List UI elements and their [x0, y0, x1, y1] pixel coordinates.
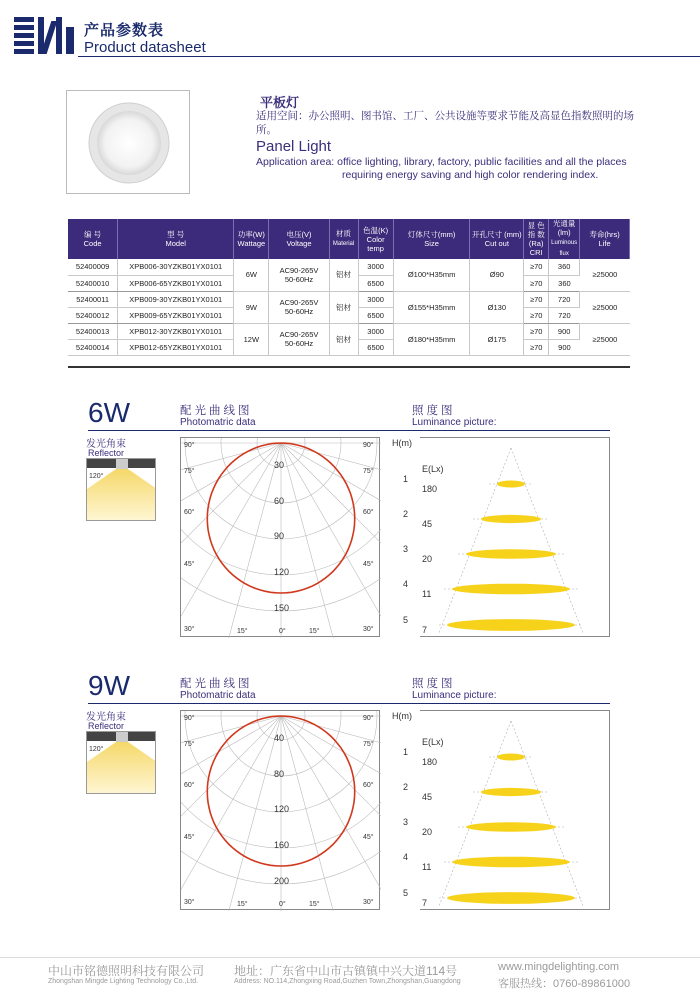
photometric-title-cn: 配光曲线图	[180, 405, 253, 417]
cell-cri: ≥70	[524, 275, 549, 291]
lux-label: 180	[422, 757, 438, 767]
axis-label: H(m)	[392, 438, 412, 448]
footer-company-en: Zhongshan Mingde Lighting Technology Co.,Ltd.	[48, 978, 199, 985]
photometric-title-cn: 配光曲线图	[180, 678, 253, 690]
cell-material: 铝材	[329, 323, 358, 355]
cell-model: XPB012-30YZKB01YX0101	[118, 323, 234, 339]
cone-edge	[439, 448, 511, 633]
polar-svg	[181, 438, 381, 638]
illuminance-spot	[447, 619, 575, 631]
illuminance-spot	[481, 788, 541, 796]
photometric-title-en: Photomatric data	[180, 417, 256, 428]
cell-code: 52400011	[68, 291, 118, 307]
product-name-en: Panel Light	[256, 138, 332, 155]
lux-label: 20	[422, 827, 433, 837]
cell-code: 52400012	[68, 307, 118, 323]
luminance-svg	[392, 711, 610, 911]
lux-label: 20	[422, 554, 433, 564]
cell-model: XPB009-65YZKB01YX0101	[118, 307, 234, 323]
polar-angle-right: 75°	[363, 741, 374, 748]
brand-logo	[14, 17, 76, 55]
cell-temp: 3000	[358, 291, 393, 307]
cell-voltage: AC90-265V 50-60Hz	[269, 323, 329, 355]
axis-label: H(m)	[392, 711, 412, 721]
luminance-chart-9w	[392, 710, 610, 910]
beam-angle-diagram	[86, 731, 156, 794]
illuminance-spot	[466, 822, 556, 831]
polar-angle-left: 60°	[184, 782, 195, 789]
polar-angle-bottom: 0°	[279, 901, 286, 908]
cell-cri: ≥70	[524, 259, 549, 275]
cell-cutout: Ø90	[470, 259, 524, 291]
th-voltage: 电压(V) Voltage	[269, 219, 329, 259]
height-label: 5	[403, 888, 409, 898]
beam-angle-label-cn: 发光角束	[86, 439, 126, 450]
section-wattage: 9W	[88, 670, 130, 701]
cell-code: 52400010	[68, 275, 118, 291]
illuminance-spot	[497, 481, 525, 488]
table-header-row	[68, 219, 630, 259]
luminance-title-en: Luminance picture:	[412, 417, 497, 428]
polar-angle-left: 75°	[184, 741, 195, 748]
th-color-temp: 色温(K) Color temp	[358, 219, 393, 259]
application-en-line1: Application area: office lighting, library, factory, public facilities and all the places	[256, 156, 627, 168]
footer-hotline: 客服热线：0760-89861000	[498, 978, 631, 990]
th-cutout: 开孔尺寸 (mm) Cut out	[470, 219, 524, 259]
cell-size: Ø155*H35mm	[393, 291, 470, 323]
table-bottom-rule	[68, 366, 630, 368]
luminance-chart-6w	[392, 437, 610, 637]
polar-angle-left: 90°	[184, 442, 195, 449]
cell-flux: 360	[549, 259, 580, 275]
footer-divider	[0, 957, 700, 958]
polar-value-label: 160	[274, 840, 290, 850]
cell-flux: 900	[549, 323, 580, 339]
th-life: 寿命(hrs) Life	[580, 219, 630, 259]
polar-angle-right: 45°	[363, 561, 374, 568]
footer-address-cn: 地址：广东省中山市古镇镇中兴大道114号	[234, 964, 458, 978]
illuminance-spot	[497, 754, 525, 761]
polar-angle-bottom: 15°	[309, 628, 320, 635]
page-title-cn: 产品参数表	[84, 22, 165, 39]
polar-chart-6w	[180, 437, 380, 637]
lux-label: 45	[422, 519, 433, 529]
cell-life: ≥25000	[580, 323, 630, 355]
th-code: 编 号 Code	[68, 219, 118, 259]
cell-material: 铝材	[329, 259, 358, 291]
illuminance-spot	[466, 549, 556, 558]
illuminance-spot	[452, 584, 570, 595]
th-wattage: 功率(W) Wattage	[234, 219, 269, 259]
cell-voltage: AC90-265V 50-60Hz	[269, 259, 329, 291]
cell-flux: 720	[549, 291, 580, 307]
polar-value-label: 40	[274, 733, 285, 743]
polar-value-label: 90	[274, 531, 285, 541]
beam-angle-value: 120°	[89, 746, 104, 753]
unit-label: E(Lx)	[422, 737, 444, 747]
polar-value-label: 30	[274, 460, 285, 470]
polar-spoke	[181, 716, 281, 911]
cone-edge	[511, 448, 583, 633]
cell-cri: ≥70	[524, 323, 549, 339]
product-photo	[66, 90, 190, 194]
footer-address-en: Address: NO.114,Zhongxing Road,Guzhen Town,Zhongshan,Guangdong	[234, 978, 461, 985]
polar-angle-right: 60°	[363, 782, 374, 789]
table-row	[68, 259, 630, 275]
cell-cri: ≥70	[524, 339, 549, 355]
cell-life: ≥25000	[580, 291, 630, 323]
polar-angle-left: 30°	[184, 899, 195, 906]
height-label: 4	[403, 579, 409, 589]
polar-value-label: 120	[274, 567, 290, 577]
cell-wattage: 6W	[234, 259, 269, 291]
polar-chart-9w	[180, 710, 380, 910]
polar-spoke	[181, 443, 281, 638]
illuminance-spot	[447, 892, 575, 904]
cell-flux: 900	[549, 339, 580, 355]
cell-material: 铝材	[329, 291, 358, 323]
cell-cutout: Ø130	[470, 291, 524, 323]
th-flux: 光通量 (lm) Luminous flux	[549, 219, 580, 259]
unit-label: E(Lx)	[422, 464, 444, 474]
polar-angle-left: 75°	[184, 468, 195, 475]
polar-angle-right: 90°	[363, 442, 374, 449]
polar-angle-right: 30°	[363, 899, 374, 906]
application-en-line2: requiring energy saving and high color rendering index.	[342, 169, 599, 181]
cell-temp: 3000	[358, 259, 393, 275]
polar-value-label: 120	[274, 804, 290, 814]
luminance-title-en: Luminance picture:	[412, 690, 497, 701]
polar-angle-right: 30°	[363, 626, 374, 633]
polar-svg	[181, 711, 381, 911]
cell-temp: 6500	[358, 275, 393, 291]
polar-angle-right: 60°	[363, 509, 374, 516]
th-model: 型 号 Model	[118, 219, 234, 259]
cell-flux: 360	[549, 275, 580, 291]
height-label: 3	[403, 817, 409, 827]
cell-code: 52400014	[68, 339, 118, 355]
luminance-svg	[392, 438, 610, 638]
footer-website[interactable]: www.mingdelighting.com	[498, 961, 620, 973]
table-row	[68, 323, 630, 339]
polar-value-label: 60	[274, 496, 285, 506]
cell-code: 52400009	[68, 259, 118, 275]
height-label: 2	[403, 782, 409, 792]
polar-angle-right: 90°	[363, 715, 374, 722]
application-cn: 适用空间：办公照明、图书馆、工厂、公共设施等要求节能及高显色指数照明的场所。	[256, 110, 634, 136]
cell-code: 52400013	[68, 323, 118, 339]
photometric-title-en: Photomatric data	[180, 690, 256, 701]
cell-cutout: Ø175	[470, 323, 524, 355]
cell-flux: 720	[549, 307, 580, 323]
cell-wattage: 9W	[234, 291, 269, 323]
lux-label: 11	[422, 589, 432, 599]
polar-angle-left: 45°	[184, 834, 195, 841]
cone-edge	[439, 721, 511, 906]
th-size: 灯体尺寸(mm) Size	[393, 219, 470, 259]
lux-label: 45	[422, 792, 433, 802]
polar-angle-left: 60°	[184, 509, 195, 516]
polar-value-label: 80	[274, 769, 285, 779]
cell-cri: ≥70	[524, 307, 549, 323]
beam-angle-value: 120°	[89, 473, 104, 480]
beam-angle-label-en: Reflector	[88, 448, 125, 458]
height-label: 5	[403, 615, 409, 625]
product-name-cn: 平板灯	[260, 95, 300, 110]
cell-temp: 6500	[358, 307, 393, 323]
polar-angle-right: 45°	[363, 834, 374, 841]
height-label: 2	[403, 509, 409, 519]
cell-model: XPB009-30YZKB01YX0101	[118, 291, 234, 307]
polar-angle-bottom: 15°	[309, 901, 320, 908]
polar-angle-bottom: 15°	[237, 901, 248, 908]
spec-table	[68, 219, 630, 356]
polar-angle-right: 75°	[363, 468, 374, 475]
polar-angle-bottom: 15°	[237, 628, 248, 635]
header-divider	[78, 56, 700, 57]
illuminance-spot	[452, 857, 570, 868]
lux-label: 11	[422, 862, 432, 872]
height-label: 1	[403, 474, 409, 484]
cell-voltage: AC90-265V 50-60Hz	[269, 291, 329, 323]
height-label: 3	[403, 544, 409, 554]
polar-angle-bottom: 0°	[279, 628, 286, 635]
polar-value-label: 200	[274, 876, 290, 886]
section-divider	[88, 703, 610, 704]
th-cri: 显 色 指 数 (Ra) CRI	[524, 219, 549, 259]
cell-model: XPB012-65YZKB01YX0101	[118, 339, 234, 355]
cell-size: Ø100*H35mm	[393, 259, 470, 291]
cell-model: XPB006-30YZKB01YX0101	[118, 259, 234, 275]
luminance-title-cn: 照度图	[412, 678, 456, 690]
polar-angle-left: 30°	[184, 626, 195, 633]
cell-size: Ø180*H35mm	[393, 323, 470, 355]
lux-label: 7	[422, 625, 428, 635]
cone-edge	[511, 721, 583, 906]
th-material: 材质 Material	[329, 219, 358, 259]
cell-life: ≥25000	[580, 259, 630, 291]
beam-angle-label-en: Reflector	[88, 721, 125, 731]
height-label: 1	[403, 747, 409, 757]
section-wattage: 6W	[88, 397, 130, 428]
table-row	[68, 291, 630, 307]
cell-temp: 6500	[358, 339, 393, 355]
lux-label: 7	[422, 898, 428, 908]
polar-value-label: 150	[274, 603, 290, 613]
cell-wattage: 12W	[234, 323, 269, 355]
beam-angle-diagram	[86, 458, 156, 521]
polar-angle-left: 45°	[184, 561, 195, 568]
polar-spoke	[181, 443, 281, 627]
lux-label: 180	[422, 484, 438, 494]
illuminance-spot	[481, 515, 541, 523]
luminance-title-cn: 照度图	[412, 405, 456, 417]
cell-temp: 3000	[358, 323, 393, 339]
cell-model: XPB006-65YZKB01YX0101	[118, 275, 234, 291]
polar-spoke	[181, 716, 281, 900]
polar-angle-left: 90°	[184, 715, 195, 722]
beam-angle-label-cn: 发光角束	[86, 712, 126, 723]
height-label: 4	[403, 852, 409, 862]
section-divider	[88, 430, 610, 431]
page-title-en: Product datasheet	[84, 39, 206, 56]
footer-company-cn: 中山市铭德照明科技有限公司	[48, 964, 205, 978]
cell-cri: ≥70	[524, 291, 549, 307]
